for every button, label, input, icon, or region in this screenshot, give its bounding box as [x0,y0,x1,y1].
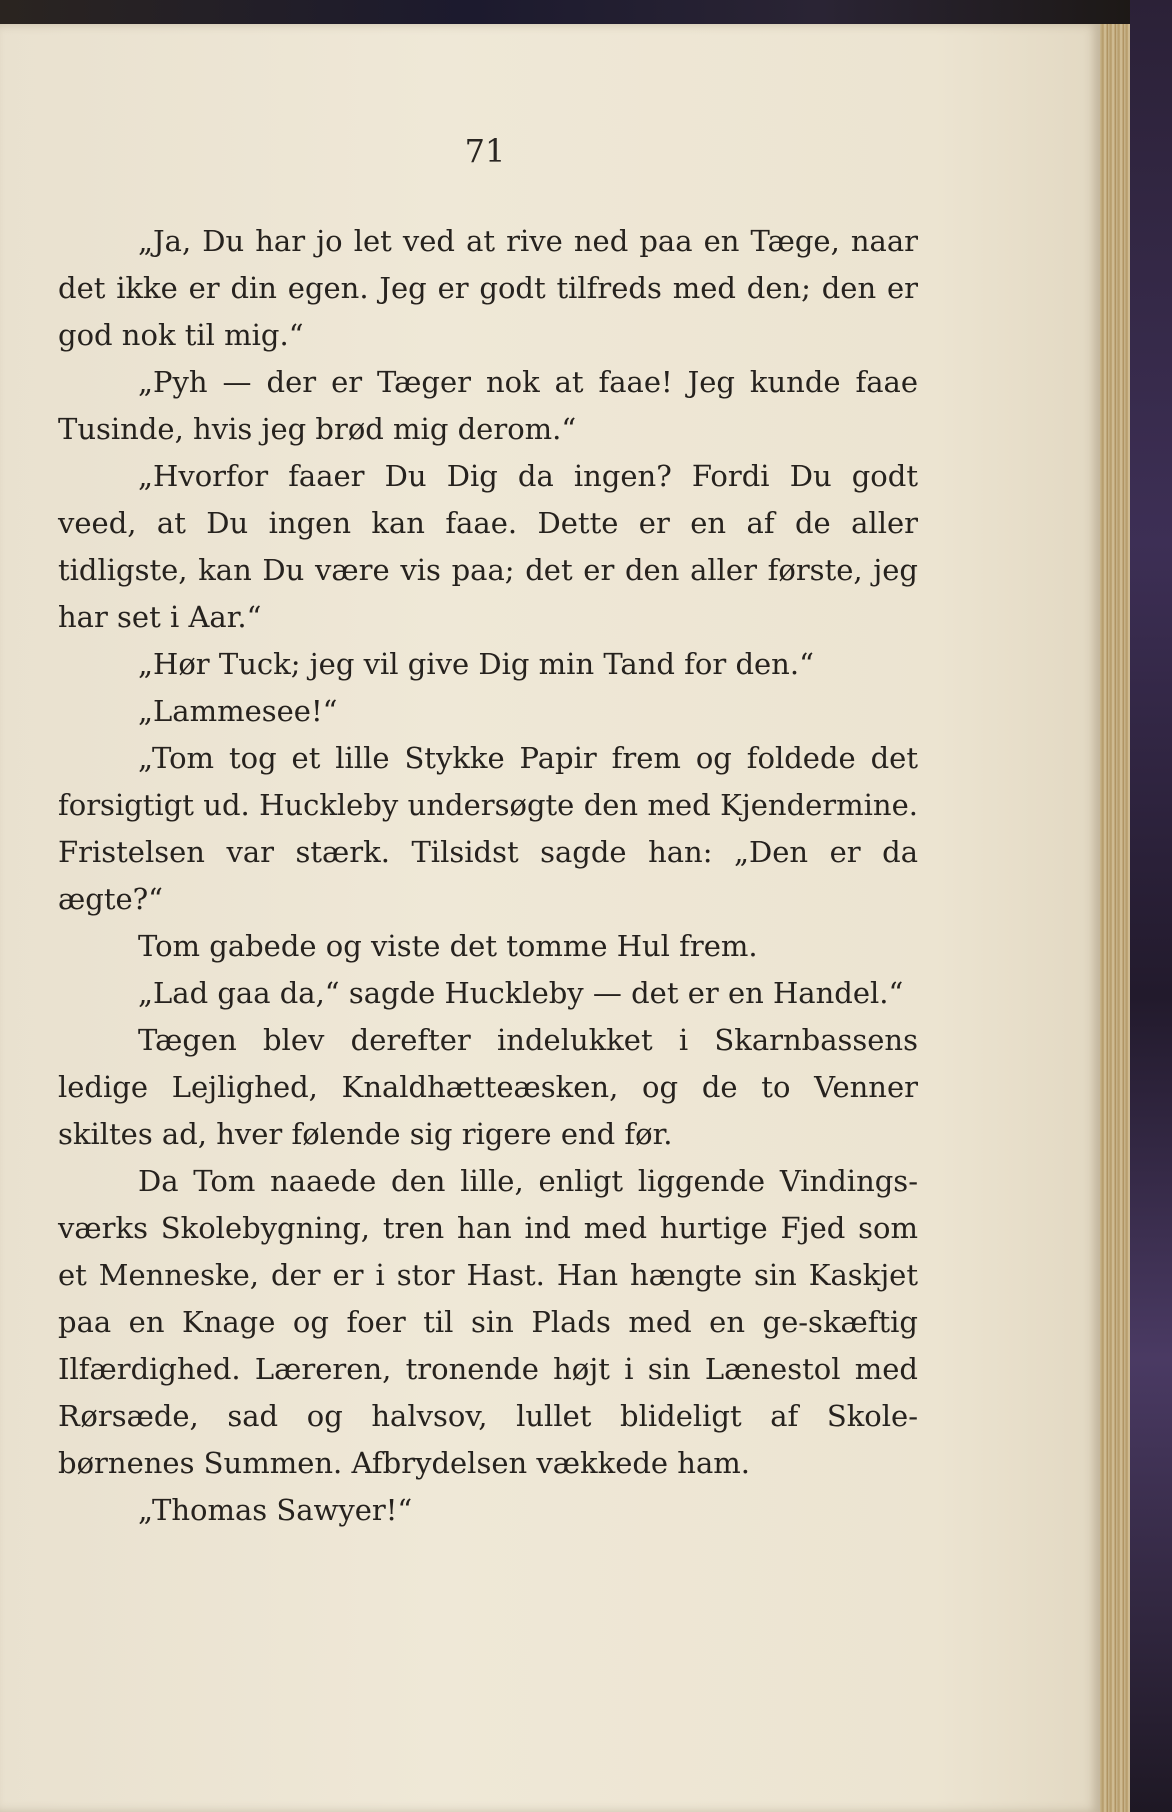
paragraph: „Tom tog et lille Stykke Papir frem og foldede det forsigtigt ud. Huckleby undersøgte den med Kjendermine. Fristelsen var stærk. Tilsidst sagde han: „Den er da ægte?“ [58,741,918,916]
paragraph: „Lad gaa da,“ sagde Huckleby — det er en Handel.“ [138,976,904,1010]
paragraph: „Thomas Sawyer!“ [138,1493,413,1527]
paragraph: Da Tom naaede den lille, enligt liggende Vindings-værks Skolebygning, tren han ind med hurtige Fjed som et Menneske, der er i stor Hast. Han hængte sin Kaskjet paa en Knage og foer til sin Plads med en ge-skæftig Ilfærdighed. Læreren, tronende højt i sin Lænestol med Rørsæde, sad og halvsov, lullet blideligt af Skole-børnenes Summen. Afbrydelsen vækkede ham. [58,1164,918,1480]
paragraph: Tom gabede og viste det tomme Hul frem. [138,929,758,963]
paragraph: „Ja, Du har jo let ved at rive ned paa en Tæge, naar det ikke er din egen. Jeg er godt tilfreds med den; den er god nok til mig.“ [58,224,918,352]
paragraph: „Pyh — der er Tæger nok at faae! Jeg kunde faae Tusinde, hvis jeg brød mig derom.“ [58,365,918,446]
paragraph: „Lammesee!“ [138,694,338,728]
page-edge [1100,24,1130,1812]
paragraph: Tægen blev derefter indelukket i Skarnbassens ledige Lejlighed, Knaldhætteæsken, og de to Venner skiltes ad, hver følende sig rigere end før. [58,1023,918,1151]
body-text [58,218,918,1534]
book-cover-edge [1130,0,1172,1812]
paragraph: „Hør Tuck; jeg vil give Dig min Tand for den.“ [138,647,814,681]
page-number: 71 [464,132,506,170]
paragraph: „Hvorfor faaer Du Dig da ingen? Fordi Du godt veed, at Du ingen kan faae. Dette er en af de aller tidligste, kan Du være vis paa; det er den aller første, jeg har set i Aar.“ [58,459,918,634]
